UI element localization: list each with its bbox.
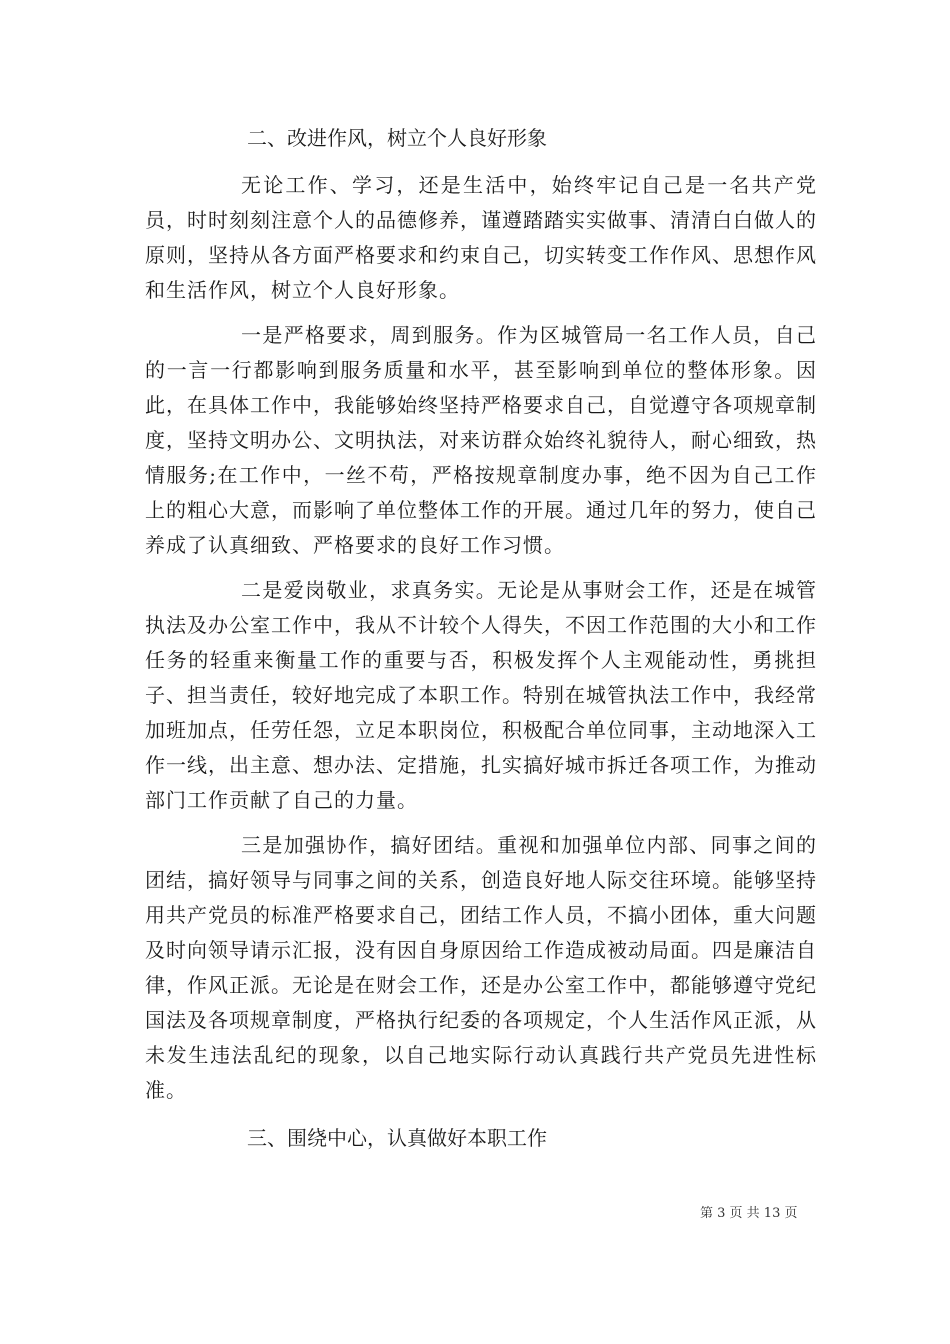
page-number-footer: 第 3 页 共 13 页 [700,1206,798,1221]
document-body [145,118,817,1168]
paragraph: 无论工作、学习，还是生活中，始终牢记自己是一名共产党员，时时刻刻注意个人的品德修养，谨遵踏踏实实做事、清清白白做人的原则，坚持从各方面严格要求和约束自己，切实转变工作作风、思想作风和生活作风，树立个人良好形象。 [145,173,817,302]
section-heading: 三、围绕中心，认真做好本职工作 [247,1126,547,1150]
paragraph: 二是爱岗敬业，求真务实。无论是从事财会工作，还是在城管执法及办公室工作中，我从不计较个人得失，不因工作范围的大小和工作任务的轻重来衡量工作的重要与否，积极发挥个人主观能动性，勇挑担子、担当责任，较好地完成了本职工作。特别在城管执法工作中，我经常加班加点，任劳任怨，立足本职岗位，积极配合单位同事，主动地深入工作一线，出主意、想办法、定措施，扎实搞好城市拆迁各项工作，为推动部门工作贡献了自己的力量。 [145,578,817,812]
paragraph: 一是严格要求，周到服务。作为区城管局一名工作人员，自己的一言一行都影响到服务质量和水平，甚至影响到单位的整体形象。因此，在具体工作中，我能够始终坚持严格要求自己，自觉遵守各项规章制度，坚持文明办公、文明执法，对来访群众始终礼貌待人，耐心细致，热情服务;在工作中，一丝不苟，严格按规章制度办事，绝不因为自己工作上的粗心大意，而影响了单位整体工作的开展。通过几年的努力，使自己养成了认真细致、严格要求的良好工作习惯。 [145,323,817,557]
section-heading: 二、改进作风，树立个人良好形象 [247,126,547,150]
paragraph: 三是加强协作，搞好团结。重视和加强单位内部、同事之间的团结，搞好领导与同事之间的关系，创造良好地人际交往环境。能够坚持用共产党员的标准严格要求自己，团结工作人员，不搞小团体，重大问题及时向领导请示汇报，没有因自身原因给工作造成被动局面。四是廉洁自律，作风正派。无论是在财会工作，还是办公室工作中，都能够遵守党纪国法及各项规章制度，严格执行纪委的各项规定，个人生活作风正派，从未发生违法乱纪的现象，以自己地实际行动认真践行共产党员先进性标准。 [145,833,817,1102]
